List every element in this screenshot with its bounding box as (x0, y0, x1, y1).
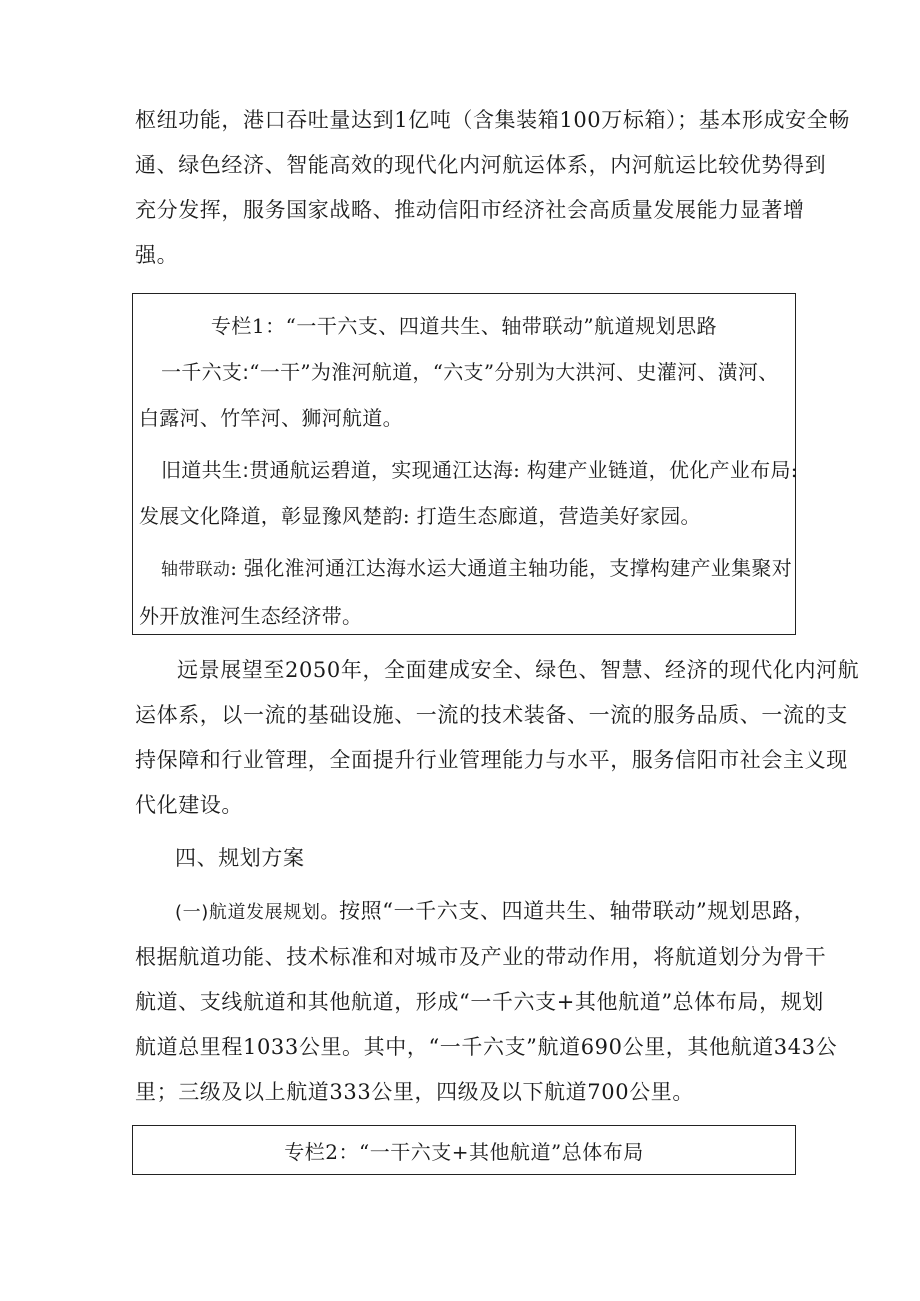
vision-line-3: 持保障和行业管理，全面提升行业管理能力与水平，服务信阳市社会主义现 (135, 748, 848, 772)
box1-paragraph-2 (133, 447, 798, 539)
box1-p2-text-1: 贯通航运碧道，实现通江达海: 构建产业链道，优化产业布局: (249, 458, 798, 482)
vision-line-1: 远景展望至2050年，全面建成安全、绿色、智慧、经济的现代化内河航 (177, 658, 860, 682)
intro-line-1: 枢纽功能，港口吞吐量达到1亿吨（含集装箱100万标箱）；基本形成安全畅 (135, 108, 850, 132)
plan-line-4: 航道总里程1033公里。其中，“一千六支”航道690公里，其他航道343公 (135, 1035, 838, 1059)
plan-line-1 (135, 889, 816, 935)
column-box-2-title: 专栏2：“一干六支+其他航道”总体布局 (284, 1140, 644, 1164)
column-box-2 (132, 1125, 796, 1175)
box1-p1-line-2: 白露河、竹竿河、狮河航道。 (139, 406, 403, 430)
column-box-1 (132, 293, 796, 635)
column-box-1-title: 专栏1：“一干六支、四道共生、轴带联动”航道规划思路 (210, 314, 718, 338)
intro-paragraph (135, 98, 850, 278)
section-heading-4: 四、规划方案 (175, 846, 305, 870)
vision-paragraph (135, 648, 860, 828)
box1-p3-text-1: : 强化淮河通江达海水运大通道主轴功能，支撑构建产业集聚对 (230, 556, 792, 580)
vision-line-2: 运体系，以一流的基础设施、一流的技术装备、一流的服务品质、一流的支 (135, 703, 848, 727)
box1-p2-lead: 旧道共生: (161, 458, 250, 482)
box1-p3-line-1 (139, 545, 795, 593)
intro-line-3: 充分发挥，服务国家战略、推动信阳市经济社会高质量发展能力显著增 (135, 198, 805, 222)
box1-p3-lead: 轴带联动 (161, 560, 231, 580)
vision-line-4: 代化建设。 (135, 793, 243, 817)
plan-text-1: 按照“一千六支、四道共生、轴带联动”规划思路， (339, 899, 816, 923)
plan-lead: (一)航道发展规划。 (175, 902, 340, 923)
plan-line-2: 根据航道功能、技术标准和对城市及产业的带动作用，将航道划分为骨干 (135, 945, 827, 969)
box1-p2-line-1 (139, 447, 798, 493)
plan-paragraph (135, 889, 838, 1115)
box1-p1-lead: 一千六支: (161, 360, 250, 384)
box1-p3-line-2: 外开放淮河生态经济带。 (139, 604, 363, 628)
box1-paragraph-3 (133, 545, 795, 639)
intro-line-4: 强。 (135, 243, 179, 267)
plan-line-5: 里；三级及以上航道333公里，四级及以下航道700公里。 (135, 1080, 694, 1104)
intro-line-2: 通、绿色经济、智能高效的现代化内河航运体系，内河航运比较优势得到 (135, 153, 827, 177)
plan-line-3: 航道、支线航道和其他航道，形成“一千六支+其他航道”总体布局，规划 (135, 990, 824, 1014)
box1-p1-text-1: “一干”为淮河航道，“六支”分别为大洪河、史灌河、潢河、 (249, 360, 779, 384)
box1-p2-line-2: 发展文化降道，彰显豫风楚韵: 打造生态廊道，营造美好家园。 (139, 504, 701, 528)
box1-p1-line-1 (139, 349, 795, 395)
box1-paragraph-1 (133, 349, 795, 441)
